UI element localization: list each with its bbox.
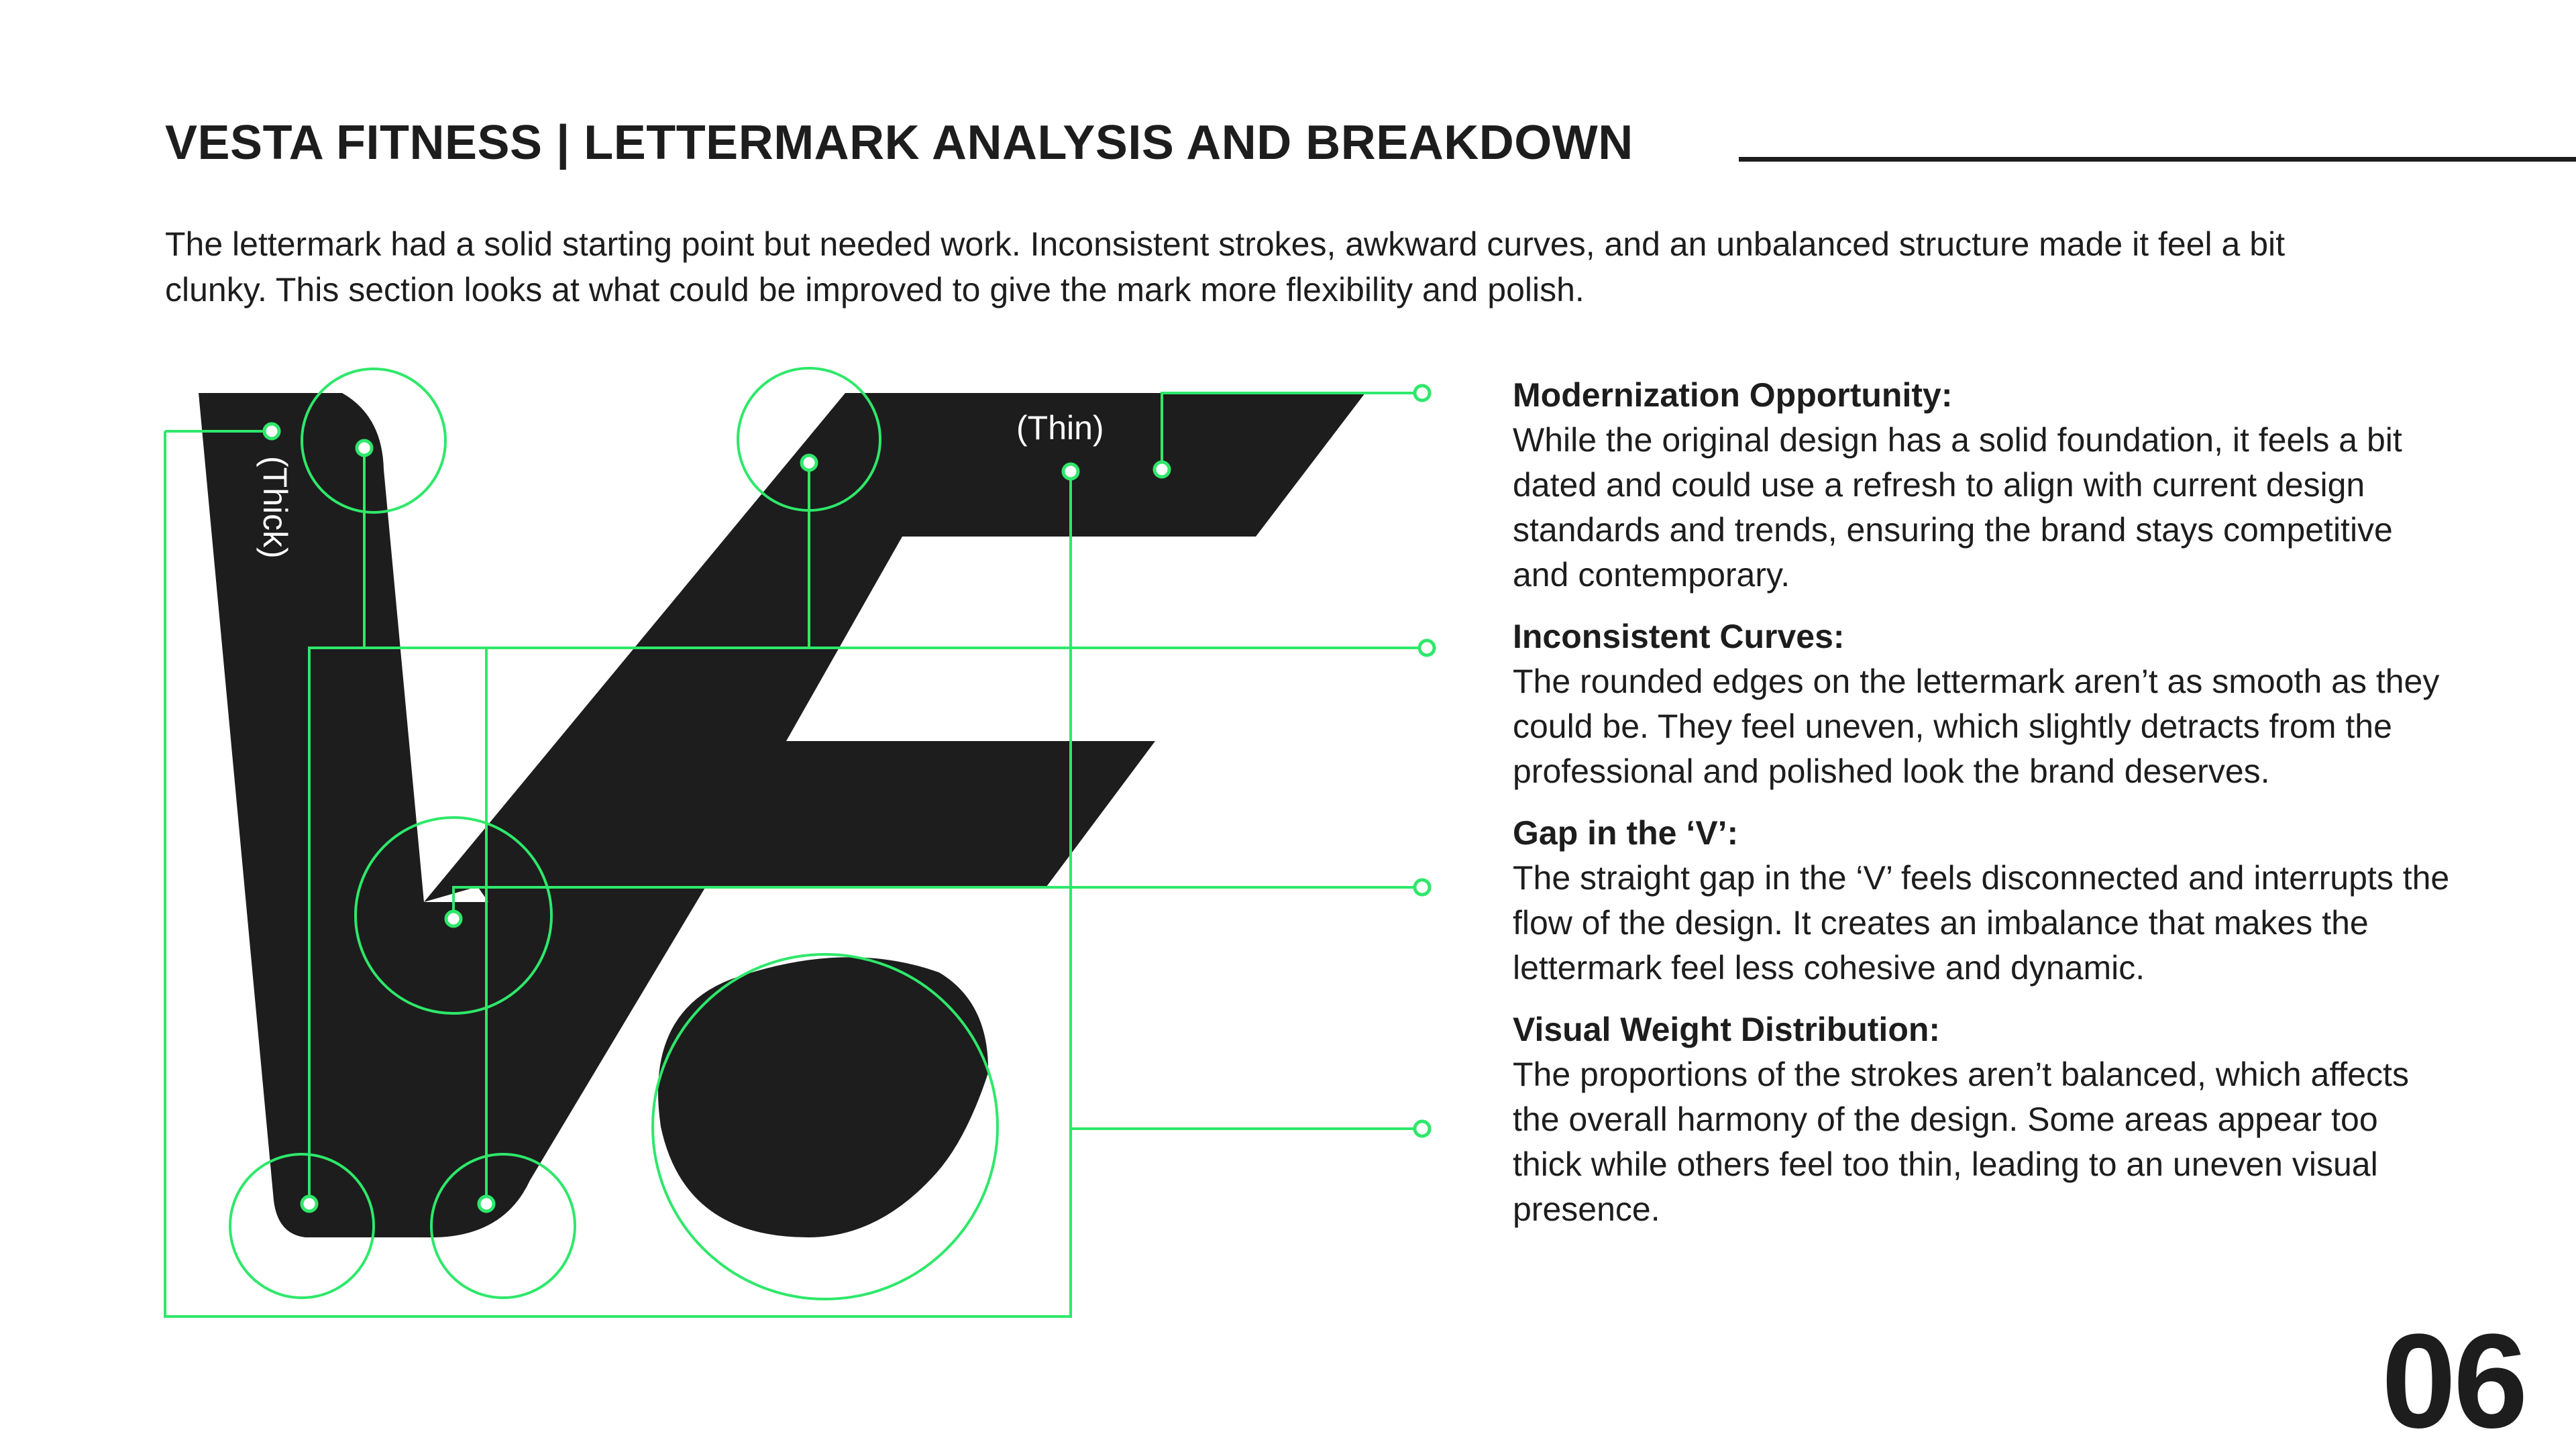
endpoint-gap bbox=[1415, 880, 1430, 895]
note-body: While the original design has a solid foundation, it feels a bit dated and could use a refresh to align with current design standards and trends, ensuring the brand stays competitive and contemporary. bbox=[1513, 421, 2402, 594]
anchor-thin bbox=[1063, 464, 1078, 479]
endpoint-weight bbox=[1415, 1121, 1430, 1136]
page-title: VESTA FITNESS | LETTERMARK ANALYSIS AND BREAKDOWN bbox=[165, 116, 1633, 170]
page-number: 06 bbox=[2381, 1306, 2526, 1456]
analysis-notes bbox=[1513, 372, 2452, 1248]
anchor-bottom-left bbox=[302, 1196, 317, 1211]
note-visual-weight bbox=[1513, 1007, 2452, 1232]
thin-label: (Thin) bbox=[1016, 409, 1104, 447]
anchor-gap bbox=[446, 911, 461, 926]
note-modernization bbox=[1513, 372, 2452, 598]
lettermark bbox=[199, 393, 1365, 1237]
note-title: Visual Weight Distribution: bbox=[1513, 1011, 1941, 1048]
note-body: The straight gap in the ‘V’ feels disconnected and interrupts the flow of the design. It creates an imbalance that makes the lettermark feel less cohesive and dynamic. bbox=[1513, 859, 2450, 987]
note-body: The rounded edges on the lettermark aren’t as smooth as they could be. They feel uneven, which slightly detracts from the professional and polished look the brand deserves. bbox=[1513, 663, 2440, 790]
anchor-top-mid bbox=[802, 455, 816, 470]
note-inconsistent-curves bbox=[1513, 614, 2452, 794]
endpoint-curves bbox=[1419, 640, 1434, 655]
anchor-modernization bbox=[1155, 462, 1169, 477]
intro-paragraph: The lettermark had a solid starting point but needed work. Inconsistent strokes, awkward curves, and an unbalanced structure made it feel a bit clunky. This section looks at what could be improved to give the mark more flexibility and polish. bbox=[165, 225, 2286, 309]
note-title: Modernization Opportunity: bbox=[1513, 376, 1953, 414]
note-body: The proportions of the strokes aren’t balanced, which affects the overall harmony of the design. Some areas appear too thick while others feel too thin, leading to an uneven visual presence. bbox=[1513, 1056, 2409, 1228]
note-title: Gap in the ‘V’: bbox=[1513, 814, 1739, 852]
endpoint-modernization bbox=[1415, 386, 1430, 400]
anchor-bottom-mid bbox=[479, 1196, 494, 1211]
thick-label: (Thick) bbox=[256, 456, 294, 559]
note-title: Inconsistent Curves: bbox=[1513, 618, 1845, 655]
anchor-top-left bbox=[357, 441, 372, 455]
anchor-thick bbox=[264, 424, 279, 439]
note-gap-in-v bbox=[1513, 810, 2452, 991]
